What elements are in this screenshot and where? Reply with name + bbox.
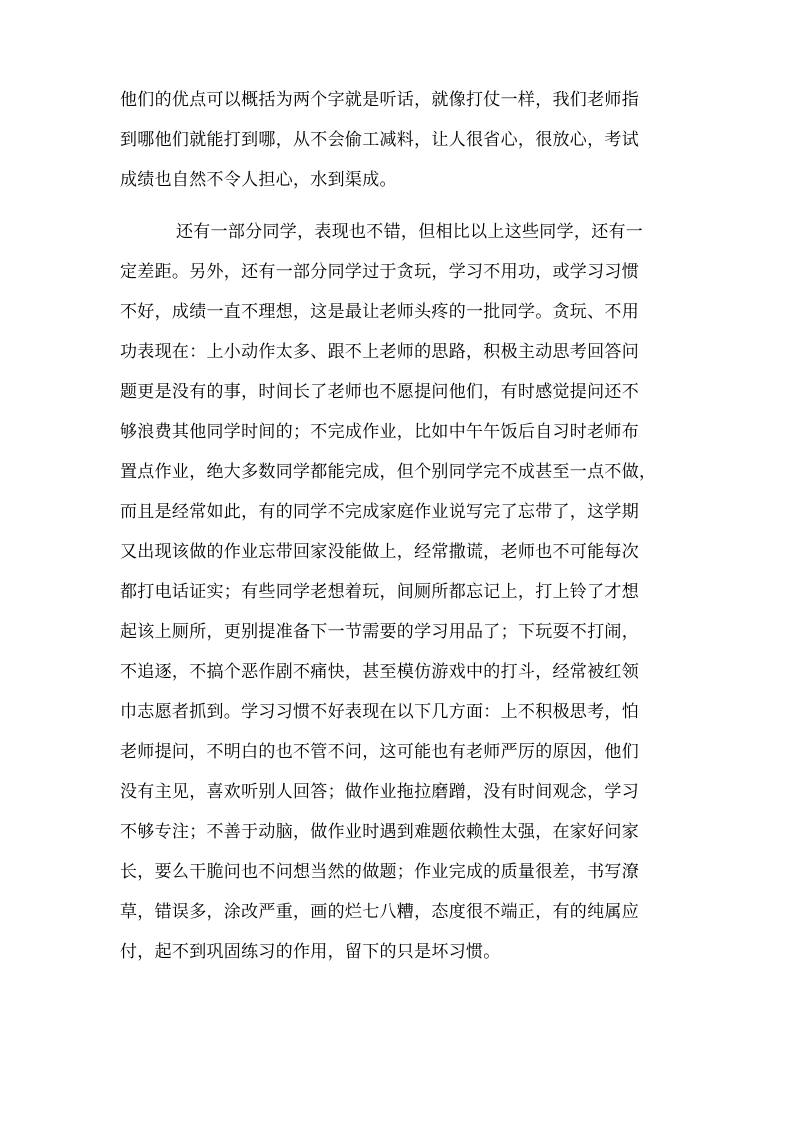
paragraph-line: 置点作业，绝大多数同学都能完成，但个别同学完不成甚至一点不做，	[120, 462, 657, 482]
paragraph-line: 而且是经常如此，有的同学不完成家庭作业说写完了忘带了，这学期	[120, 502, 639, 522]
paragraph-line: 成绩也自然不令人担心，水到渠成。	[120, 170, 397, 190]
paragraph-line: 到哪他们就能打到哪，从不会偷工减料，让人很省心，很放心，考试	[120, 130, 639, 150]
paragraph-line: 题更是没有的事，时间长了老师也不愿提问他们，有时感觉提问还不	[120, 382, 639, 402]
paragraph-line: 定差距。另外，还有一部分同学过于贪玩，学习不用功，或学习习惯	[120, 262, 639, 282]
paragraph-line: 巾志愿者抓到。学习习惯不好表现在以下几方面：上不积极思考，怕	[120, 702, 639, 722]
paragraph-line: 还有一部分同学，表现也不错，但相比以上这些同学，还有一	[176, 222, 644, 242]
paragraph-line: 没有主见，喜欢听别人回答；做作业拖拉磨蹭，没有时间观念，学习	[120, 782, 639, 802]
paragraph-line: 老师提问，不明白的也不管不问，这可能也有老师严厉的原因，他们	[120, 742, 639, 762]
paragraph-line: 草，错误多，涂改严重，画的烂七八糟，态度很不端正，有的纯属应	[120, 902, 639, 922]
paragraph-line: 不追逐，不搞个恶作剧不痛快，甚至模仿游戏中的打斗，经常被红领	[120, 662, 639, 682]
paragraph-line: 功表现在：上小动作太多、跟不上老师的思路，积极主动思考回答问	[120, 342, 639, 362]
paragraph-line: 又出现该做的作业忘带回家没能做上，经常撒谎，老师也不可能每次	[120, 542, 639, 562]
paragraph-line: 够浪费其他同学时间的；不完成作业，比如中午午饭后自习时老师布	[120, 422, 639, 442]
paragraph-line: 不够专注；不善于动脑，做作业时遇到难题依赖性太强，在家好问家	[120, 822, 639, 842]
paragraph-line: 都打电话证实；有些同学老想着玩，间厕所都忘记上，打上铃了才想	[120, 582, 639, 602]
paragraph-line: 长，要么干脆问也不问想当然的做题；作业完成的质量很差，书写潦	[120, 862, 639, 882]
paragraph-line: 不好，成绩一直不理想，这是最让老师头疼的一批同学。贪玩、不用	[120, 302, 639, 322]
paragraph-line: 他们的优点可以概括为两个字就是听话，就像打仗一样，我们老师指	[120, 90, 639, 110]
paragraph-line: 起该上厕所，更别提准备下一节需要的学习用品了；下玩耍不打闹，	[120, 622, 639, 642]
paragraph-line: 付，起不到巩固练习的作用，留下的只是坏习惯。	[120, 942, 501, 962]
